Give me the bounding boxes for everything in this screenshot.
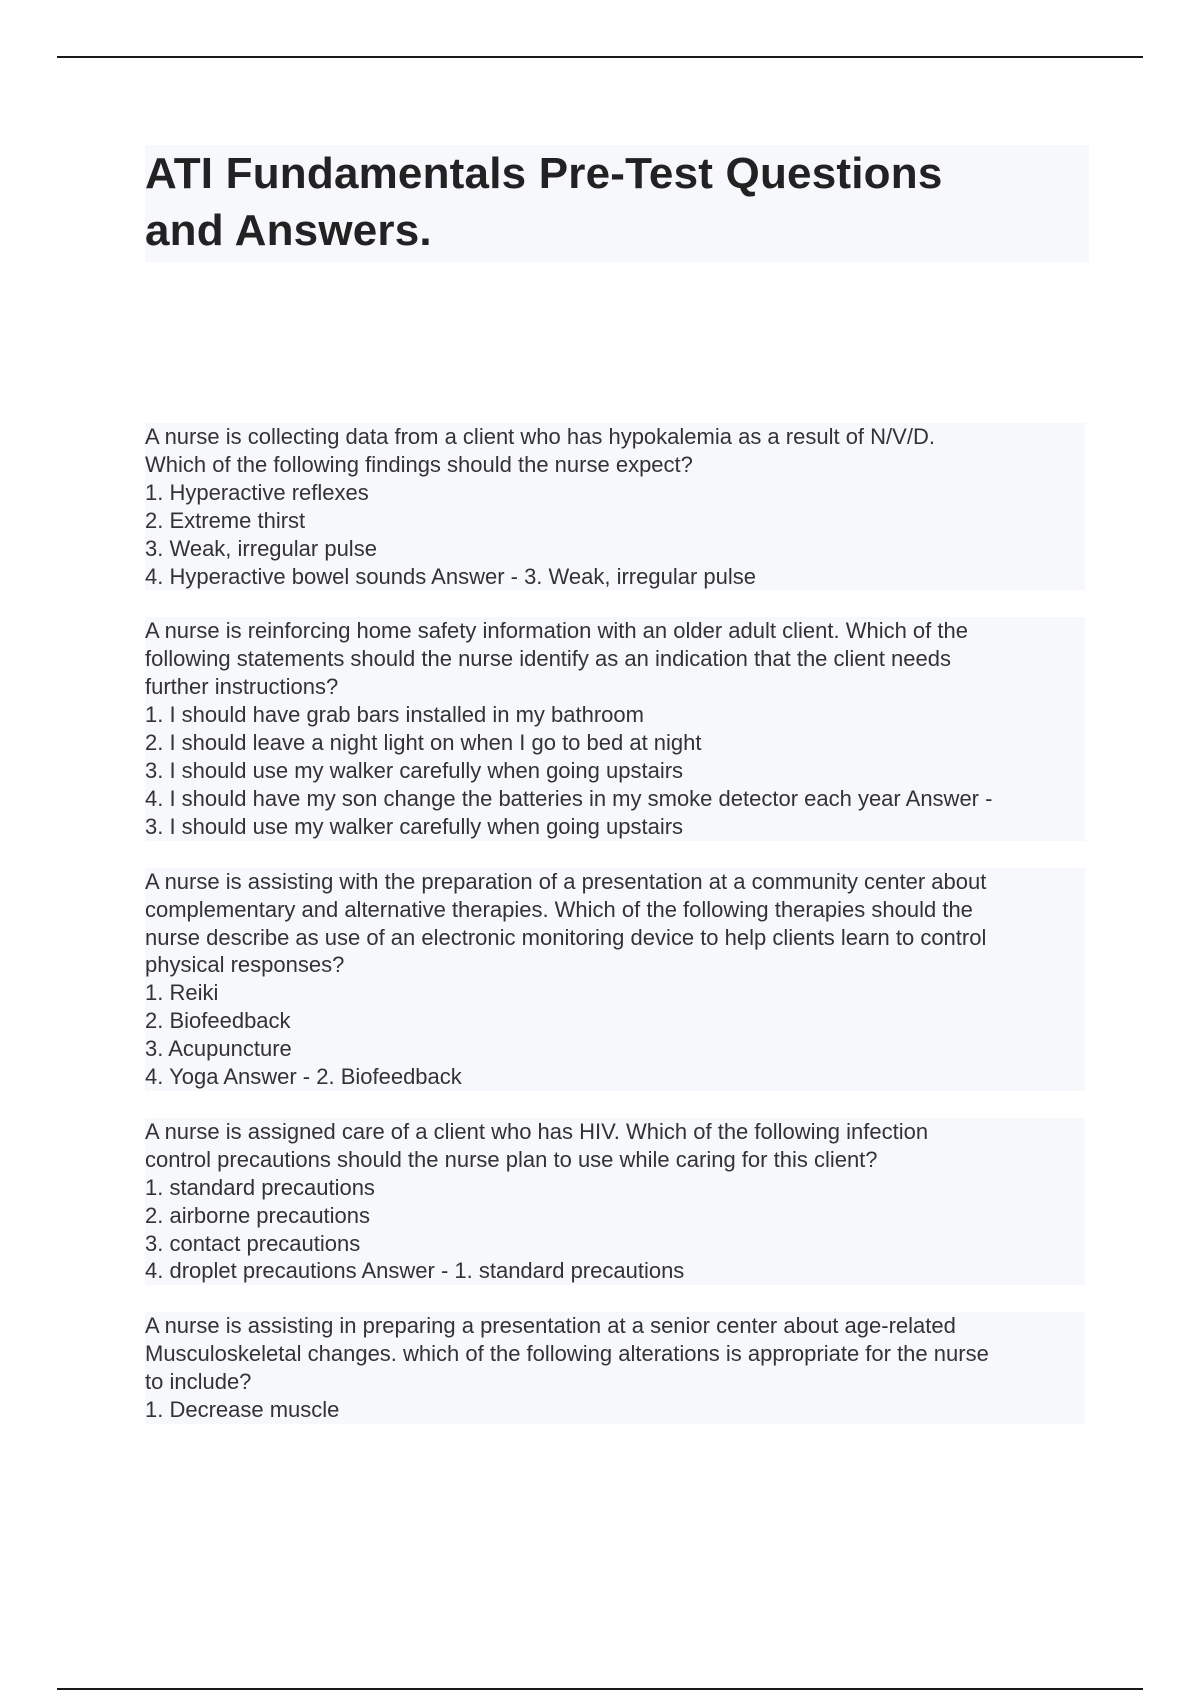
answer-option: 1. I should have grab bars installed in my bathroom: [145, 702, 644, 728]
question-text: A nurse is reinforcing home safety information with an older adult client. Which of the: [145, 618, 968, 644]
answer-option-with-answer: 4. Yoga Answer - 2. Biofeedback: [145, 1064, 462, 1090]
answer-option: 2. I should leave a night light on when I go to bed at night: [145, 730, 702, 756]
question-text: physical responses?: [145, 952, 345, 978]
question-text: nurse describe as use of an electronic monitoring device to help clients learn to control: [145, 924, 987, 950]
title-block: [145, 145, 1089, 262]
answer-option-with-answer: 4. Hyperactive bowel sounds Answer - 3. Weak, irregular pulse: [145, 563, 756, 589]
top-rule: [57, 56, 1143, 58]
question-text: A nurse is assisting with the preparation of a presentation at a community center about: [145, 868, 987, 894]
answer-option: 3. Acupuncture: [145, 1036, 292, 1062]
question-text: Which of the following findings should the nurse expect?: [145, 451, 693, 477]
document-title: [145, 145, 1089, 259]
question-text: complementary and alternative therapies. Which of the following therapies should the: [145, 896, 973, 922]
answer-option: 2. Extreme thirst: [145, 507, 306, 533]
answer-option: 1. standard precautions: [145, 1174, 375, 1200]
question-block-2: [145, 617, 1085, 840]
question-text: to include?: [145, 1369, 252, 1395]
question-text: following statements should the nurse identify as an indication that the client needs: [145, 646, 951, 672]
answer-option: 1. Reiki: [145, 980, 219, 1006]
question-block-1: [145, 423, 1085, 590]
answer-option: 2. airborne precautions: [145, 1202, 371, 1228]
answer-text: 3. I should use my walker carefully when going upstairs: [145, 813, 684, 839]
question-text: control precautions should the nurse plan to use while caring for this client?: [145, 1146, 878, 1172]
answer-option-with-answer: 4. I should have my son change the batteries in my smoke detector each year Answer -: [145, 785, 993, 811]
answer-option: 3. Weak, irregular pulse: [145, 535, 377, 561]
answer-option: 3. contact precautions: [145, 1230, 361, 1256]
answer-option: 1. Hyperactive reflexes: [145, 479, 369, 505]
question-text: A nurse is assisting in preparing a presentation at a senior center about age-related: [145, 1313, 956, 1339]
question-block-5: [145, 1312, 1085, 1424]
answer-option: 3. I should use my walker carefully when going upstairs: [145, 757, 684, 783]
title-line: ATI Fundamentals Pre-Test Questions: [145, 149, 943, 198]
bottom-rule: [57, 1688, 1143, 1690]
question-text: Musculoskeletal changes. which of the following alterations is appropriate for the nurse: [145, 1341, 989, 1367]
questions-list: [145, 423, 1085, 1451]
question-text: further instructions?: [145, 674, 339, 700]
title-line: and Answers.: [145, 206, 432, 255]
question-block-4: [145, 1118, 1085, 1285]
answer-option: 2. Biofeedback: [145, 1008, 291, 1034]
answer-option-with-answer: 4. droplet precautions Answer - 1. standard precautions: [145, 1258, 685, 1284]
question-text: A nurse is assigned care of a client who has HIV. Which of the following infection: [145, 1118, 929, 1144]
question-text: A nurse is collecting data from a client who has hypokalemia as a result of N/V/D.: [145, 424, 935, 449]
question-block-3: [145, 868, 1085, 1091]
answer-option: 1. Decrease muscle: [145, 1397, 340, 1423]
